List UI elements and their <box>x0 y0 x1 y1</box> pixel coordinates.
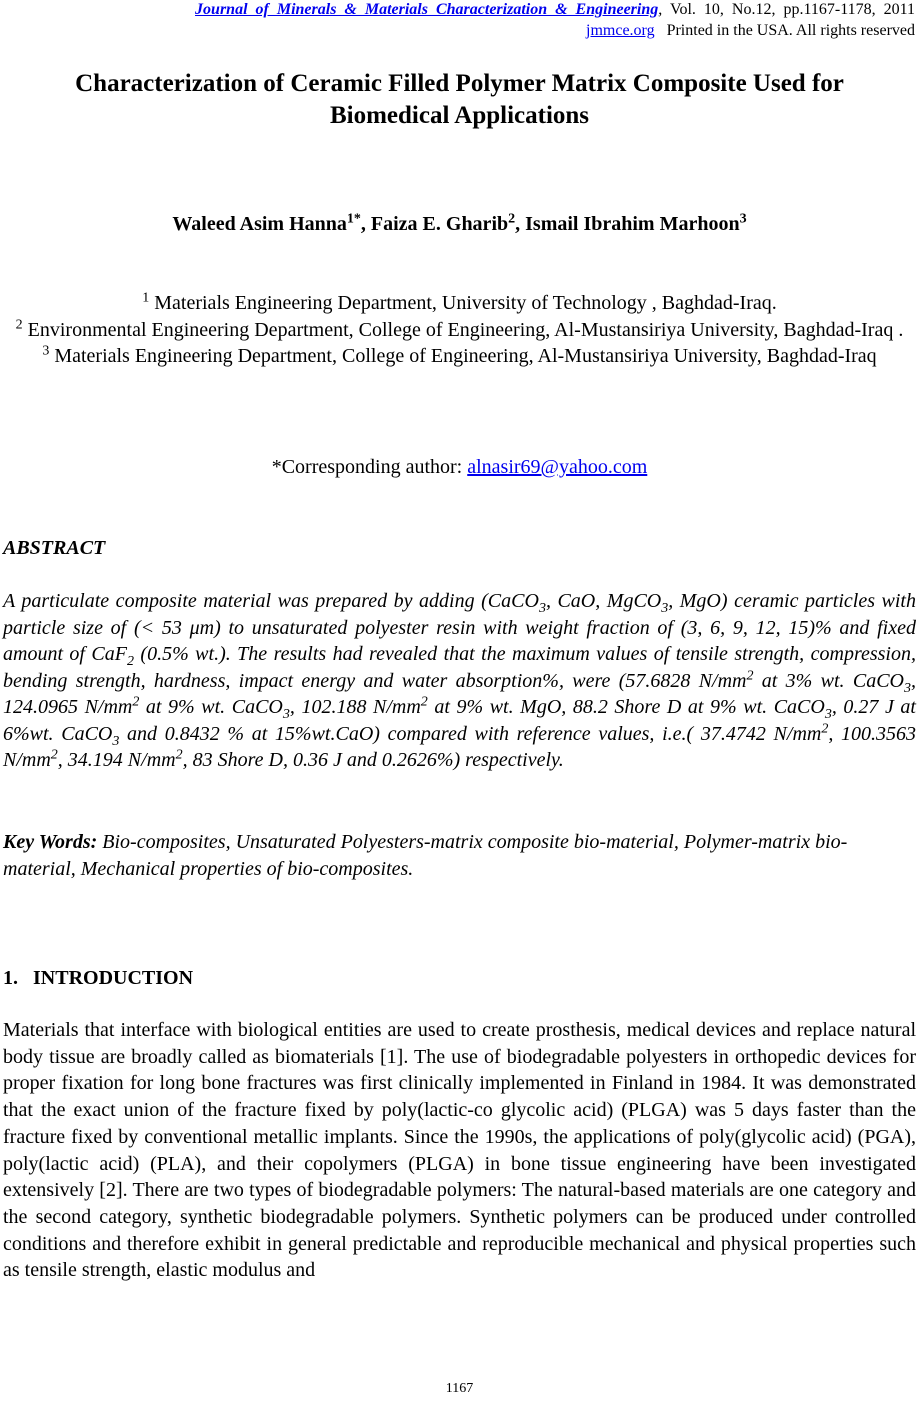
running-header <box>4 0 915 20</box>
affiliation-mark: 2 <box>15 316 23 332</box>
affiliations <box>0 290 919 370</box>
affiliation-text: Materials Engineering Department, College of Engineering, Al-Mustansiriya University, Baghdad-Iraq <box>49 345 877 367</box>
paper-title: Characterization of Ceramic Filled Polymer Matrix Composite Used for Biomedical Applications <box>75 70 844 129</box>
author-mark: 1* <box>346 211 361 227</box>
author-mark: 3 <box>739 211 747 227</box>
keywords-label: Key Words: <box>3 831 98 853</box>
abstract-text: A particulate composite material was prepared by adding (CaCO$_3$, CaO, MgCO$_3$, MgO) ceramic particles with particle size of (< 53 μm) to unsaturated polyester resin with weight fraction of (3, 6, 9, 12, 15)% and fixed amount of CaF$_2$ (0.5% wt.). The results had revealed that the maximum values of tensile strength, compression, bending strength, hardness, impact energy and water absorption%, were (57.6828 $N/mm^2$ at 3% wt. CaCO$_3$, 124.0965 $N/mm^2$ at 9% wt. CaCO$_3$, 102.188 $N/mm^2$ at 9% wt. MgO, 88.2 Shore D at 9% wt. CaCO$_3$, 0.27 J at 6%wt. CaCO$_3$ and 0.8432 % at 15%wt.CaO) compared with reference values, i.e.( 37.4742 $N/mm^2$, 100.3563 $N/mm^2$, 34.194 $N/mm^2$, 83 Shore D, 0.36 J and 0.2626%) respectively. <box>3 590 916 771</box>
journal-name-link[interactable]: Journal of Minerals & Materials Characterization & Engineering <box>195 1 659 18</box>
running-header-rights <box>586 21 915 41</box>
affiliation-mark: 3 <box>42 343 50 359</box>
author-name: Waleed Asim Hanna <box>172 213 347 235</box>
abstract-heading: ABSTRACT <box>3 537 106 559</box>
volume-info: , Vol. 10, No.12, pp.1167-1178, 2011 <box>658 1 915 18</box>
site-link[interactable]: jmmce.org <box>586 22 655 39</box>
author-mark: 2 <box>508 211 516 227</box>
affiliation-2 <box>0 317 919 344</box>
keywords <box>3 829 916 882</box>
page-number: 1167 <box>445 1381 474 1396</box>
author-name: Ismail Ibrahim Marhoon <box>525 213 740 235</box>
rights-statement: Printed in the USA. All rights reserved <box>666 22 915 39</box>
corresponding-label: *Corresponding author: <box>271 456 468 478</box>
email-link[interactable]: alnasir69@yahoo.com <box>467 456 648 478</box>
affiliation-text: Materials Engineering Department, University of Technology , Baghdad-Iraq. <box>149 292 777 314</box>
affiliation-text: Environmental Engineering Department, College of Engineering, Al-Mustansiriya University, Baghdad-Iraq . <box>22 318 904 341</box>
corresponding-author <box>0 453 919 481</box>
author-name: Faiza E. Gharib <box>370 213 509 235</box>
author-list: Waleed Asim Hanna$^{1*}$, Faiza E. Gharib$^2$, Ismail Ibrahim Marhoon$^3$ <box>172 211 747 235</box>
affiliation-mark: 1 <box>142 290 150 306</box>
affiliation-3 <box>0 343 919 370</box>
section-heading-introduction: 1. INTRODUCTION <box>3 967 194 989</box>
affiliation-1 <box>0 290 919 317</box>
introduction-paragraph: Materials that interface with biological entities are used to create prosthesis, medical devices and replace natural body tissue are broadly called as biomaterials [1]. The use of biodegradable polyesters in orthopedic devices for proper fixation for long bone fractures was first clinically implemented in Finland in 1984. It was demonstrated that the exact union of the fracture fixed by poly(lactic-co glycolic acid) (PLGA) was 5 days faster than the fracture fixed by conventional metallic implants. Since the 1990s, the applications of poly(glycolic acid) (PGA), poly(lactic acid) (PLA), and their copolymers (PLGA) in bone tissue engineering have been investigated extensively [2]. There are two types of biodegradable polymers: The natural-based materials are one category and the second category, synthetic biodegradable polymers. Synthetic polymers can be produced under controlled conditions and therefore exhibit in general predictable and reproducible mechanical and physical properties such as tensile strength, elastic modulus and <box>3 1019 916 1282</box>
keywords-text: Bio-composites, Unsaturated Polyesters-matrix composite bio-material, Polymer-matrix bio- material, Mechanical properties of bio-composites. <box>3 831 848 880</box>
